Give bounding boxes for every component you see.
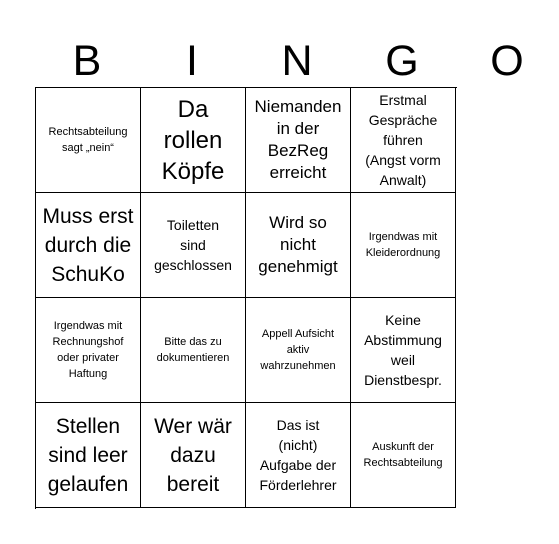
bingo-cell-r2c4[interactable] <box>351 193 456 298</box>
bingo-board <box>35 87 457 509</box>
cell-text: Niemanden in der BezReg erreicht <box>254 97 342 182</box>
cell-text: Irgendwas mit Rechnungshof oder privater Haftung <box>52 320 124 380</box>
cell-text: Da rollen Köpfe <box>161 95 225 185</box>
header-letter-g: G <box>385 37 419 85</box>
header-letter-o: O <box>490 37 524 85</box>
bingo-cell-r3c3[interactable] <box>246 298 351 403</box>
bingo-header <box>35 36 524 86</box>
cell-text: Wer wär dazu bereit <box>154 414 232 496</box>
bingo-cell-r4c4[interactable] <box>351 403 456 508</box>
header-letter-i: I <box>186 37 198 85</box>
bingo-cell-r4c2[interactable] <box>141 403 246 508</box>
cell-text: Auskunft der Rechtsabteilung <box>363 441 443 469</box>
bingo-cell-r2c1[interactable] <box>36 193 141 298</box>
bingo-cell-r4c3[interactable] <box>246 403 351 508</box>
bingo-cell-r3c1[interactable] <box>36 298 141 403</box>
cell-text: Rechtsabteilung sagt „nein“ <box>48 126 128 154</box>
cell-text: Erstmal Gespräche führen (Angst vorm Anwalt) <box>365 92 441 188</box>
cell-text: Das ist (nicht) Aufgabe der Förderlehrer <box>259 417 337 493</box>
cell-text: Irgendwas mit Kleiderordnung <box>365 231 441 259</box>
bingo-cell-r3c2[interactable] <box>141 298 246 403</box>
cell-text: Wird so nicht genehmigt <box>258 213 338 276</box>
cell-text: Keine Abstimmung weil Dienstbespr. <box>364 312 442 388</box>
header-letter-n: N <box>281 37 313 85</box>
bingo-cell-r1c2[interactable] <box>141 88 246 193</box>
cell-text: Appell Aufsicht aktiv wahrzunehmen <box>260 328 336 372</box>
bingo-cell-r1c1[interactable] <box>36 88 141 193</box>
header-letter-b: B <box>72 37 102 85</box>
bingo-cell-r3c4[interactable] <box>351 298 456 403</box>
bingo-cell-r1c3[interactable] <box>246 88 351 193</box>
bingo-cell-r1c4[interactable] <box>351 88 456 193</box>
cell-text: Bitte das zu dokumentieren <box>156 336 230 364</box>
bingo-cell-r4c1[interactable] <box>36 403 141 508</box>
bingo-cell-r2c2[interactable] <box>141 193 246 298</box>
cell-text: Toiletten sind geschlossen <box>154 217 232 273</box>
cell-text: Stellen sind leer gelaufen <box>47 414 129 496</box>
bingo-cell-r2c3[interactable] <box>246 193 351 298</box>
cell-text: Muss erst durch die SchuKo <box>42 204 134 286</box>
